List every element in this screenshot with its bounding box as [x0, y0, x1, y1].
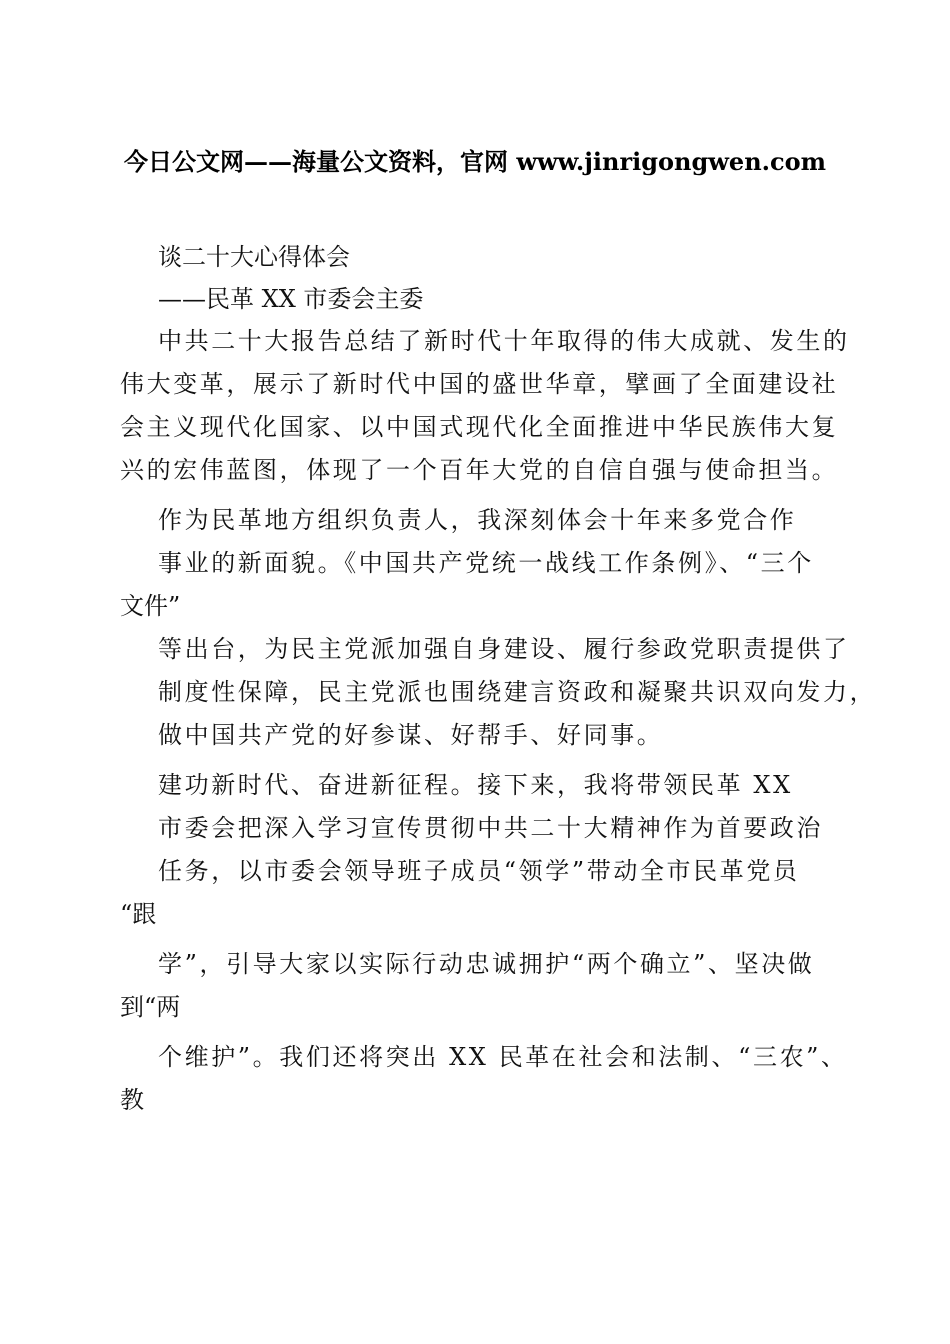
text-line: 任务，以市委会领导班子成员“领学”带动全市民革党员	[158, 857, 800, 885]
text-line: 到“两	[120, 993, 181, 1021]
text-line: 作为民革地方组织负责人，我深刻体会十年来多党合作	[158, 506, 797, 534]
text-line: 伟大变革，展示了新时代中国的盛世华章，擘画了全面建设社	[120, 370, 839, 398]
text-line: 兴的宏伟蓝图，体现了一个百年大党的自信自强与使命担当。	[120, 456, 839, 484]
text-line: 学”，引导大家以实际行动忠诚拥护“两个确立”、坚决做	[158, 950, 815, 978]
text-line: 制度性保障，民主党派也围绕建言资政和凝聚共识双向发力，	[158, 678, 877, 706]
text-line: 会主义现代化国家、以中国式现代化全面推进中华民族伟大复	[120, 413, 839, 441]
text-line: 事业的新面貌。《中国共产党统一战线工作条例》、“三个	[158, 549, 814, 577]
text-line: 市委会把深入学习宣传贯彻中共二十大精神作为首要政治	[158, 814, 823, 842]
site-header-banner: 今日公文网——海量公文资料，官网 www.jinrigongwen.com	[123, 147, 827, 176]
text-line: 教	[120, 1086, 144, 1114]
text-line: 做中国共产党的好参谋、好帮手、好同事。	[158, 721, 664, 749]
text-line: 等出台，为民主党派加强自身建设、履行参政党职责提供了	[158, 635, 850, 663]
document-title: 谈二十大心得体会	[158, 243, 350, 271]
text-line: 个维护”。我们还将突出 XX 民革在社会和法制、“三农”、	[158, 1043, 848, 1071]
text-line: 中共二十大报告总结了新时代十年取得的伟大成就、发生的	[158, 327, 850, 355]
text-line: 建功新时代、奋进新征程。接下来，我将带领民革 XX	[158, 771, 793, 799]
text-line: “跟	[120, 900, 157, 928]
text-line: 文件”	[120, 592, 181, 620]
document-byline: ——民革 XX 市委会主委	[158, 285, 424, 313]
